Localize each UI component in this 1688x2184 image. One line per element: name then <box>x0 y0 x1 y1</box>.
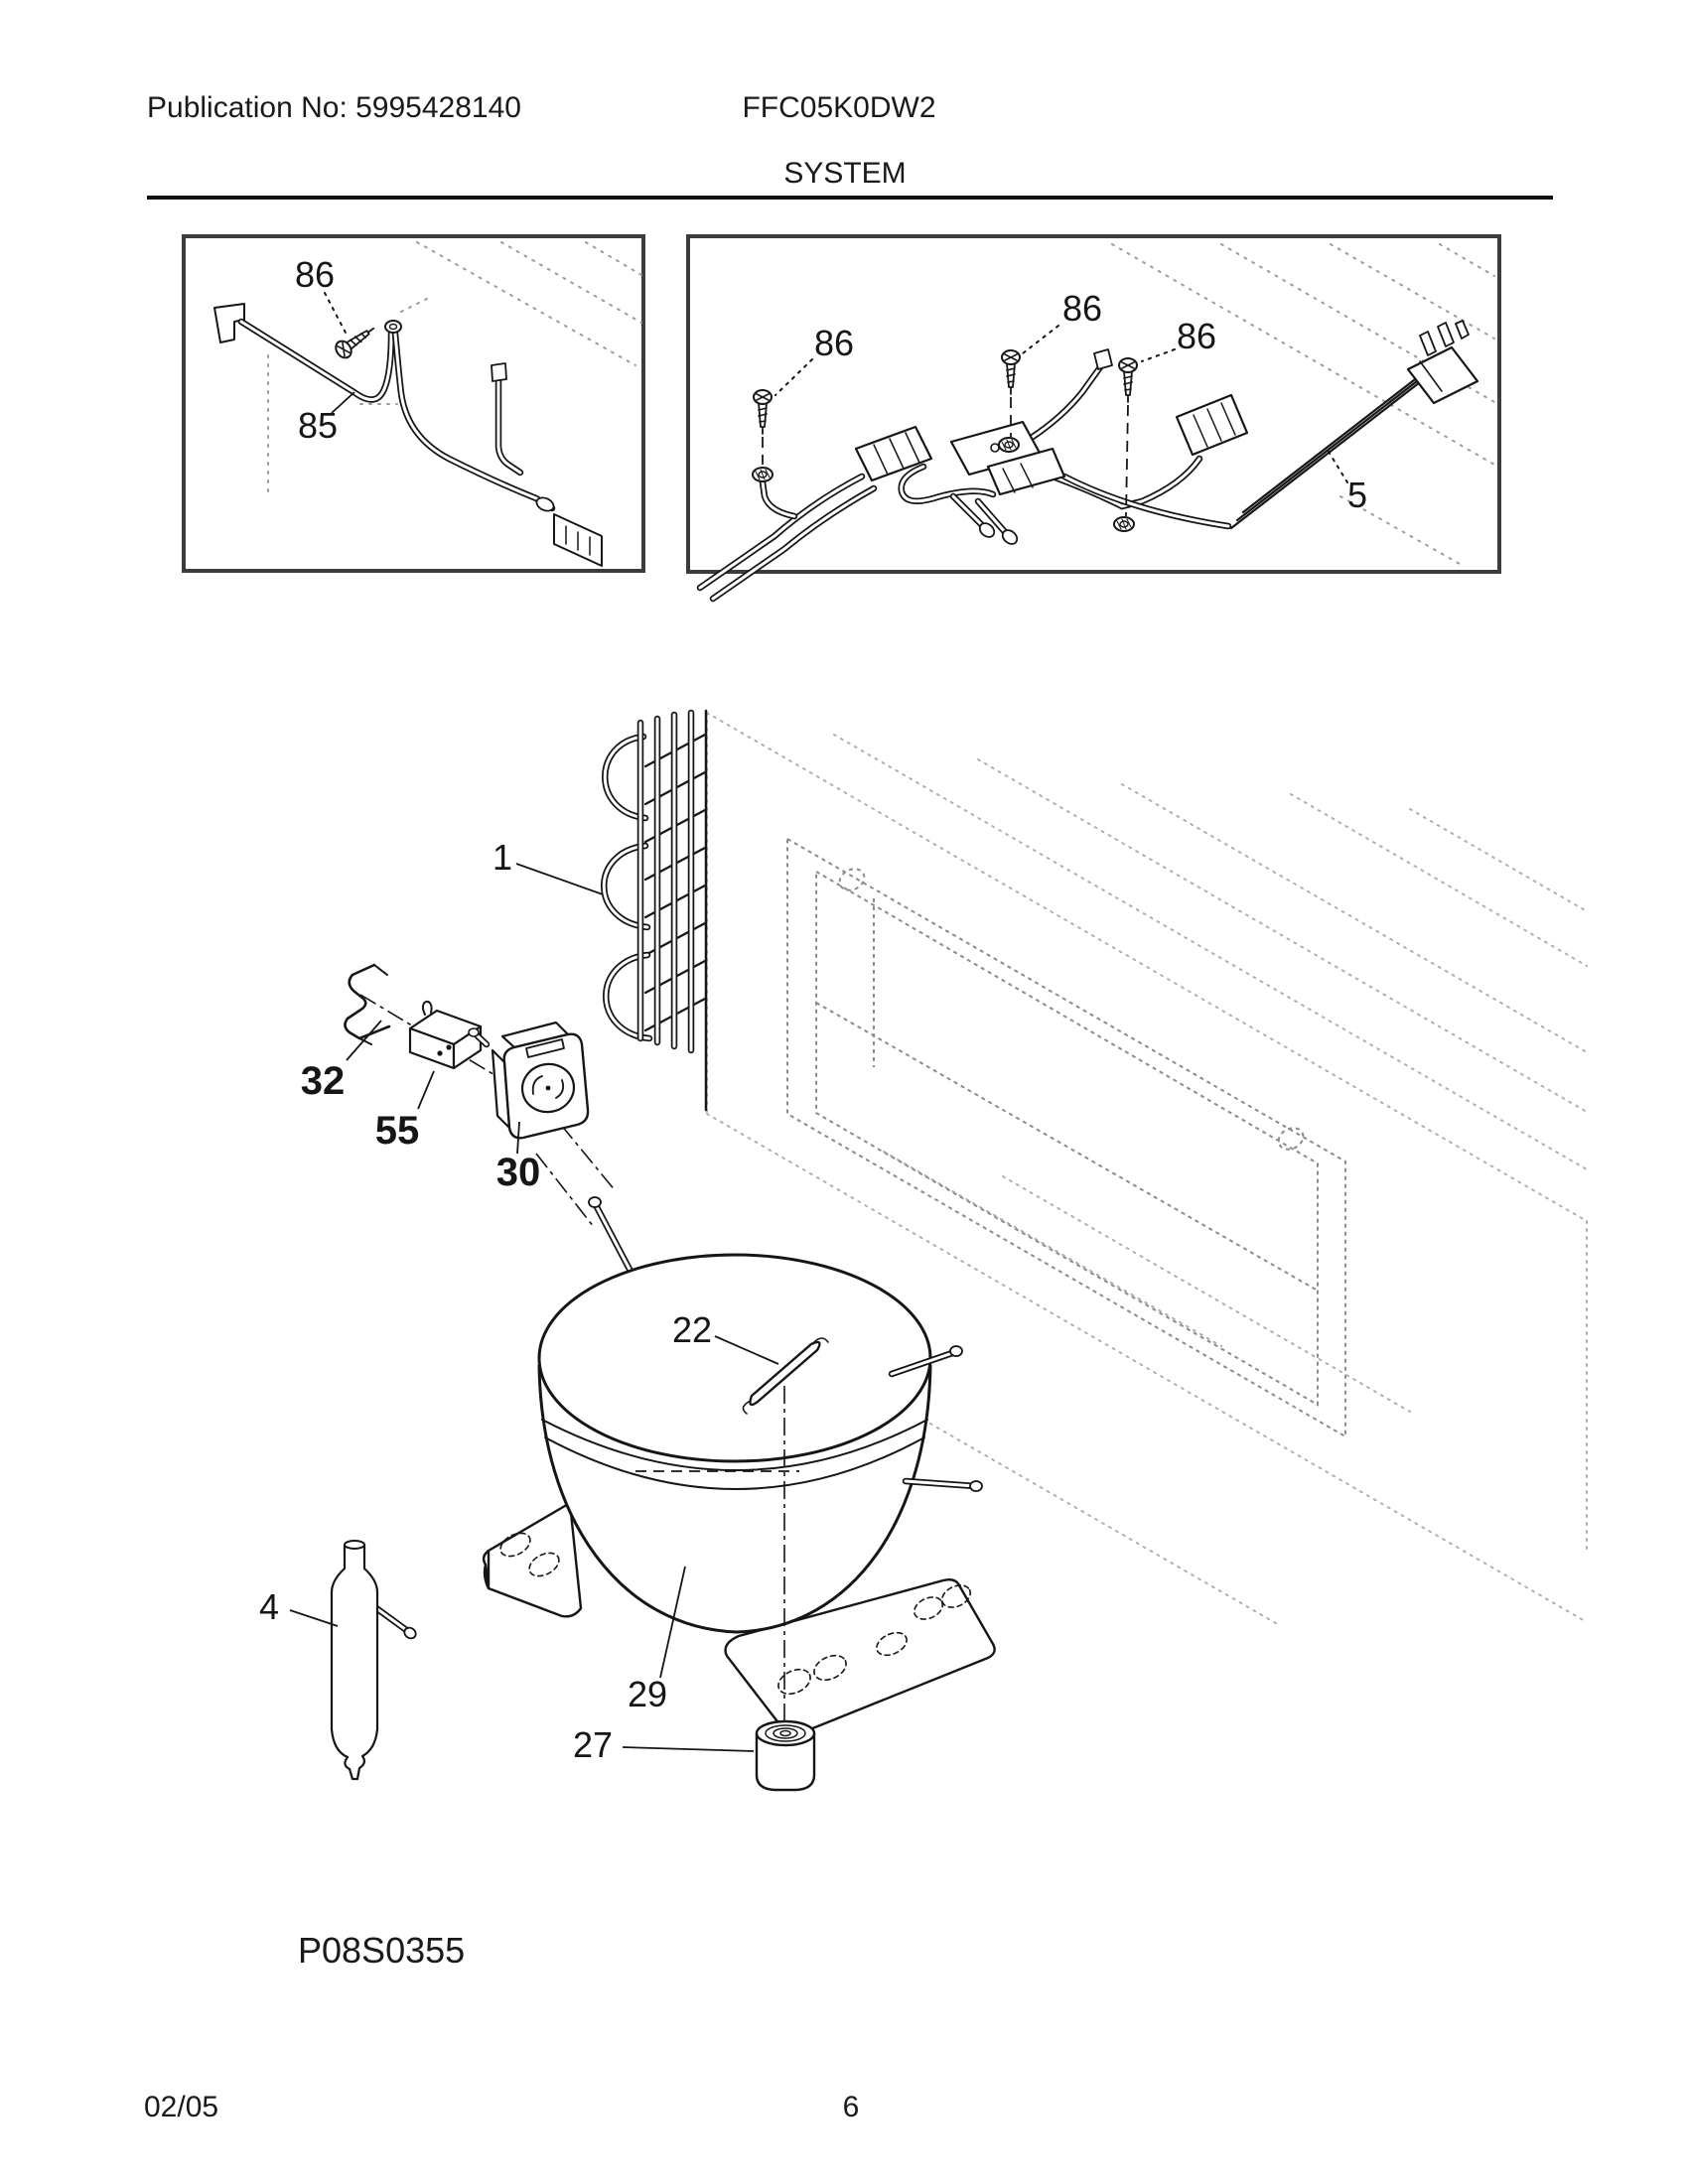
wire-grommet <box>385 321 401 333</box>
power-cord <box>1231 366 1432 528</box>
ring-terminal <box>753 468 773 481</box>
callout-4: 4 <box>258 1586 280 1627</box>
callout-30: 30 <box>495 1151 541 1194</box>
spade-terminal <box>492 363 506 381</box>
inline-connector <box>856 427 931 480</box>
model-number: FFC05K0DW2 <box>742 91 936 124</box>
ring-terminal <box>999 438 1019 452</box>
condenser-coil-part <box>604 711 706 1110</box>
wire-harness-85-part <box>214 304 602 566</box>
callout-leader <box>325 293 347 335</box>
callout-29: 29 <box>627 1674 668 1714</box>
terminal-block-connector <box>1177 395 1247 455</box>
publication-number: Publication No: 5995428140 <box>147 91 521 124</box>
drain-clip-part <box>345 965 389 1044</box>
callout-leader <box>347 1021 381 1060</box>
ground-screw-86-c <box>1119 358 1137 402</box>
mounting-screw-86-left <box>333 321 378 360</box>
callout-55: 55 <box>374 1109 420 1153</box>
callout-27: 27 <box>572 1724 614 1765</box>
diagram-code: P08S0355 <box>298 1930 466 1971</box>
ground-screw-86-a <box>754 390 772 434</box>
screw-hole <box>836 865 868 894</box>
callout-32: 32 <box>300 1059 346 1103</box>
callout-86-c: 86 <box>1176 316 1217 356</box>
callout-22: 22 <box>671 1309 713 1350</box>
main-system-diagram <box>259 711 1587 1790</box>
callout-leader <box>418 1071 434 1109</box>
callout-5: 5 <box>1346 475 1368 515</box>
section-title: SYSTEM <box>783 157 907 190</box>
callout-86-a: 86 <box>813 323 855 363</box>
inset-right-harness-box <box>688 236 1499 599</box>
callout-leader <box>516 864 603 894</box>
callout-leader <box>1142 349 1175 361</box>
inset-left-harness-box <box>184 236 643 571</box>
wire-tip-terminal <box>1094 349 1112 369</box>
ring-terminal <box>1114 517 1134 531</box>
callout-86-b: 86 <box>1061 288 1103 329</box>
ground-screw-86-b <box>1002 350 1020 394</box>
footer-page-number: 6 <box>842 2091 860 2123</box>
callout-leader <box>1023 326 1058 353</box>
callout-leader <box>775 359 812 395</box>
filter-drier-part <box>332 1541 418 1779</box>
callout-86-left: 86 <box>294 254 336 295</box>
callout-leader <box>623 1747 754 1751</box>
screw-hole <box>1275 1124 1307 1154</box>
footer-date: 02/05 <box>144 2091 219 2123</box>
grommet-foot-part <box>757 1721 814 1790</box>
callout-1: 1 <box>492 837 513 878</box>
callout-leader <box>1326 447 1347 482</box>
callout-85: 85 <box>297 405 339 446</box>
callout-leader <box>290 1610 338 1626</box>
power-plug <box>1408 347 1477 403</box>
relay-cover-part <box>469 1023 588 1138</box>
